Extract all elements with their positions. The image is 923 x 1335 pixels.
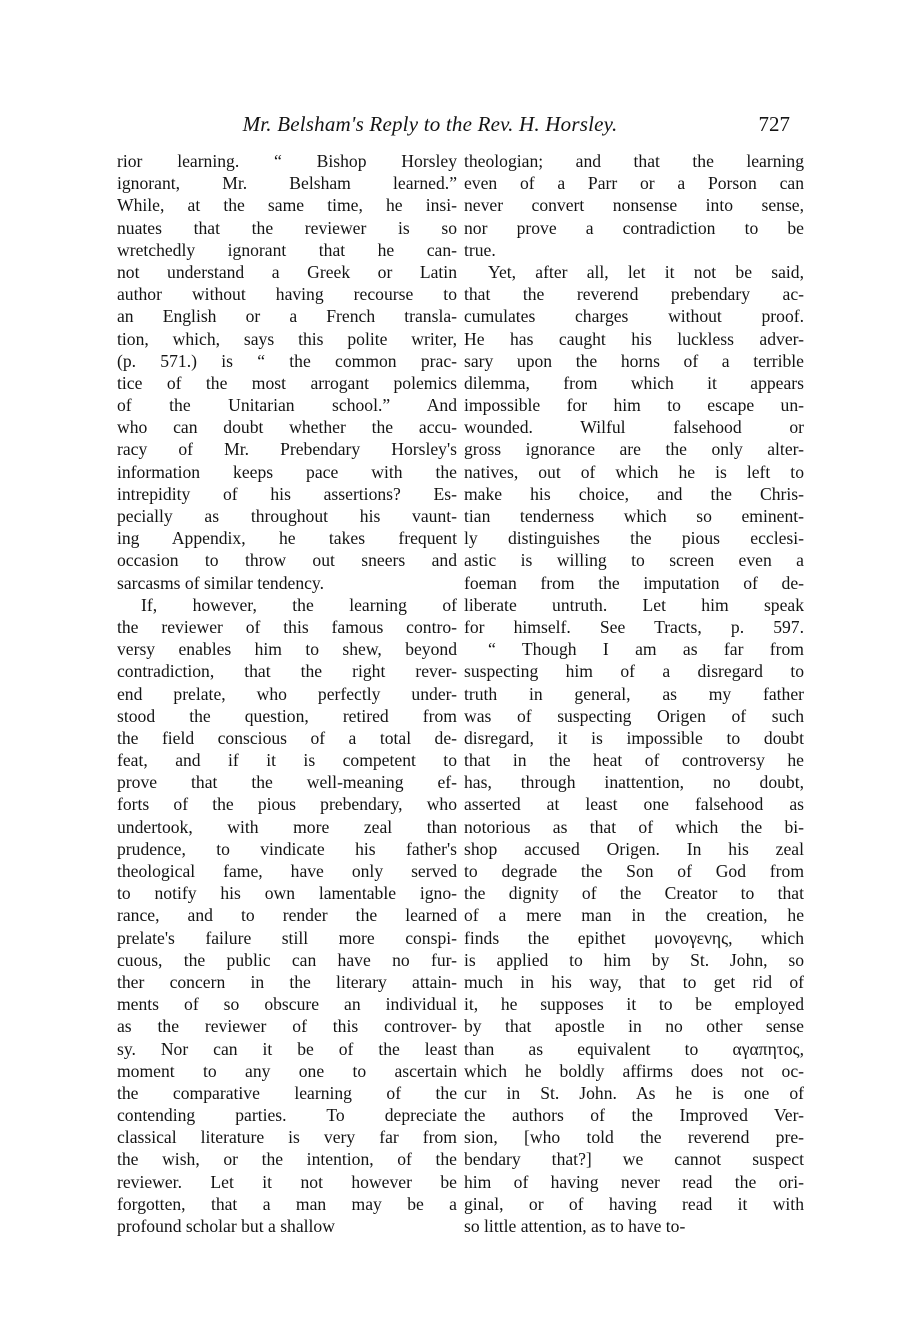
text-line: asserted at least one falsehood as bbox=[464, 794, 804, 815]
text-line: that in the heat of controversy he bbox=[464, 750, 804, 771]
page-header bbox=[150, 112, 790, 142]
text-line: nuates that the reviewer is so bbox=[117, 217, 457, 238]
text-line: tice of the most arrogant polemics bbox=[117, 372, 457, 393]
text-line: sarcasms of similar tendency. bbox=[117, 572, 324, 593]
text-line: astic is willing to screen even a bbox=[464, 550, 804, 571]
text-line: than as equivalent to αγαπητος, bbox=[464, 1038, 804, 1059]
text-line: theological fame, have only served bbox=[117, 861, 457, 881]
text-line: of a mere man in the creation, he bbox=[464, 905, 804, 926]
text-line: information keeps pace with the bbox=[117, 461, 457, 482]
text-line: author without having recourse to bbox=[117, 284, 457, 305]
text-line: moment to any one to ascertain bbox=[117, 1060, 457, 1081]
text-line: truth in general, as my father bbox=[464, 683, 804, 704]
text-line: forts of the pious prebendary, who bbox=[117, 794, 457, 815]
text-line: cumulates charges without proof. bbox=[464, 306, 804, 327]
text-line: the wish, or the intention, of the bbox=[117, 1149, 457, 1170]
text-line: classical literature is very far from bbox=[117, 1127, 457, 1148]
text-line: the authors of the Improved Ver- bbox=[464, 1105, 804, 1126]
text-line: shop accused Origen. In his zeal bbox=[464, 838, 804, 859]
text-line: prudence, to vindicate his father's bbox=[117, 838, 457, 859]
text-line: so little attention, as to have to- bbox=[464, 1216, 686, 1236]
text-line: sion, [who told the reverend pre- bbox=[464, 1127, 804, 1148]
text-line: to degrade the Son of God from bbox=[464, 861, 804, 881]
text-line: feat, and if it is competent to bbox=[117, 750, 457, 771]
text-line: stood the question, retired from bbox=[117, 705, 457, 726]
text-line: sy. Nor can it be of the least bbox=[117, 1038, 457, 1059]
text-line: which he boldly affirms does not oc- bbox=[464, 1060, 804, 1081]
text-line: tion, which, says this polite writer, bbox=[117, 328, 457, 349]
text-line: even of a Parr or a Porson can bbox=[464, 173, 804, 194]
text-line: contradiction, that the right rever- bbox=[117, 661, 457, 682]
text-line: for himself. See Tracts, p. 597. bbox=[464, 616, 804, 637]
text-line: nor prove a contradiction to be bbox=[464, 217, 804, 238]
text-line: as the reviewer of this controver- bbox=[117, 1016, 457, 1037]
text-line: occasion to throw out sneers and bbox=[117, 550, 457, 571]
text-line: the reviewer of this famous contro- bbox=[117, 616, 457, 637]
text-line: to notify his own lamentable igno- bbox=[117, 883, 457, 904]
text-line: rior learning. “ Bishop Horsley bbox=[117, 151, 457, 171]
text-line: not understand a Greek or Latin bbox=[117, 261, 457, 282]
text-line: While, at the same time, he insi- bbox=[117, 195, 457, 216]
text-line: cuous, the public can have no fur- bbox=[117, 949, 457, 970]
running-title: Mr. Belsham's Reply to the Rev. H. Horsley. bbox=[242, 112, 618, 136]
text-line: much in his way, that to get rid of bbox=[464, 971, 804, 992]
text-line: rance, and to render the learned bbox=[117, 905, 457, 926]
text-line: true. bbox=[464, 239, 496, 260]
text-line: an English or a French transla- bbox=[117, 306, 457, 327]
text-line: notorious as that of which the bi- bbox=[464, 816, 804, 837]
text-line: was of suspecting Origen of such bbox=[464, 705, 804, 726]
text-line: that the reverend prebendary ac- bbox=[464, 284, 804, 305]
right-column bbox=[464, 150, 804, 1237]
text-line: of the Unitarian school.” And bbox=[117, 395, 457, 416]
text-line: wretchedly ignorant that he can- bbox=[117, 239, 457, 260]
text-line: dilemma, from which it appears bbox=[464, 372, 804, 393]
text-line: prove that the well-meaning ef- bbox=[117, 772, 457, 793]
text-line: undertook, with more zeal than bbox=[117, 816, 457, 837]
text-line: bendary that?] we cannot suspect bbox=[464, 1149, 804, 1170]
text-line: finds the epithet μονογενης, which bbox=[464, 927, 804, 948]
text-line: end prelate, who perfectly under- bbox=[117, 683, 457, 704]
text-line: (p. 571.) is “ the common prac- bbox=[117, 350, 457, 371]
text-line: contending parties. To depreciate bbox=[117, 1105, 457, 1126]
text-line: make his choice, and the Chris- bbox=[464, 483, 804, 504]
text-line: disregard, it is impossible to doubt bbox=[464, 727, 804, 748]
text-line: “ Though I am as far from bbox=[488, 639, 804, 660]
text-line: wounded. Wilful falsehood or bbox=[464, 417, 804, 438]
text-line: the field conscious of a total de- bbox=[117, 727, 457, 748]
text-line: Yet, after all, let it not be said, bbox=[488, 261, 804, 282]
text-line: has, through inattention, no doubt, bbox=[464, 772, 804, 793]
text-line: ther concern in the literary attain- bbox=[117, 971, 457, 992]
text-line: ignorant, Mr. Belsham learned.” bbox=[117, 173, 457, 194]
text-line: prelate's failure still more conspi- bbox=[117, 927, 457, 948]
text-line: gross ignorance are the only alter- bbox=[464, 439, 804, 460]
text-line: profound scholar but a shallow bbox=[117, 1216, 335, 1236]
text-line: foeman from the imputation of de- bbox=[464, 572, 804, 593]
text-line: pecially as throughout his vaunt- bbox=[117, 506, 457, 526]
text-line: is applied to him by St. John, so bbox=[464, 949, 804, 970]
text-line: ginal, or of having read it with bbox=[464, 1193, 804, 1214]
text-line: cur in St. John. As he is one of bbox=[464, 1082, 804, 1103]
text-line: suspecting him of a disregard to bbox=[464, 661, 804, 682]
text-line: reviewer. Let it not however be bbox=[117, 1171, 457, 1192]
text-line: the comparative learning of the bbox=[117, 1082, 457, 1103]
text-line: ments of so obscure an individual bbox=[117, 994, 457, 1015]
text-line: impossible for him to escape un- bbox=[464, 395, 804, 416]
text-line: the dignity of the Creator to that bbox=[464, 883, 804, 904]
text-line: by that apostle in no other sense bbox=[464, 1016, 804, 1037]
text-line: who can doubt whether the accu- bbox=[117, 417, 457, 438]
text-line: him of having never read the ori- bbox=[464, 1171, 804, 1192]
text-line: never convert nonsense into sense, bbox=[464, 195, 804, 216]
text-line: theologian; and that the learning bbox=[464, 151, 804, 171]
text-line: forgotten, that a man may be a bbox=[117, 1193, 457, 1214]
text-line: natives, out of which he is left to bbox=[464, 461, 804, 482]
text-line: racy of Mr. Prebendary Horsley's bbox=[117, 439, 457, 460]
text-line: ing Appendix, he takes frequent bbox=[117, 528, 457, 549]
text-line: ly distinguishes the pious ecclesi- bbox=[464, 528, 804, 549]
text-line: sary upon the horns of a terrible bbox=[464, 350, 804, 371]
text-line: If, however, the learning of bbox=[141, 594, 457, 615]
text-line: liberate untruth. Let him speak bbox=[464, 594, 804, 615]
text-line: He has caught his luckless adver- bbox=[464, 328, 804, 349]
text-line: versy enables him to shew, beyond bbox=[117, 639, 457, 660]
left-column bbox=[117, 150, 457, 1237]
text-line: it, he supposes it to be employed bbox=[464, 994, 804, 1015]
text-line: tian tenderness which so eminent- bbox=[464, 506, 804, 526]
page-number: 727 bbox=[758, 112, 790, 136]
text-line: intrepidity of his assertions? Es- bbox=[117, 483, 457, 504]
